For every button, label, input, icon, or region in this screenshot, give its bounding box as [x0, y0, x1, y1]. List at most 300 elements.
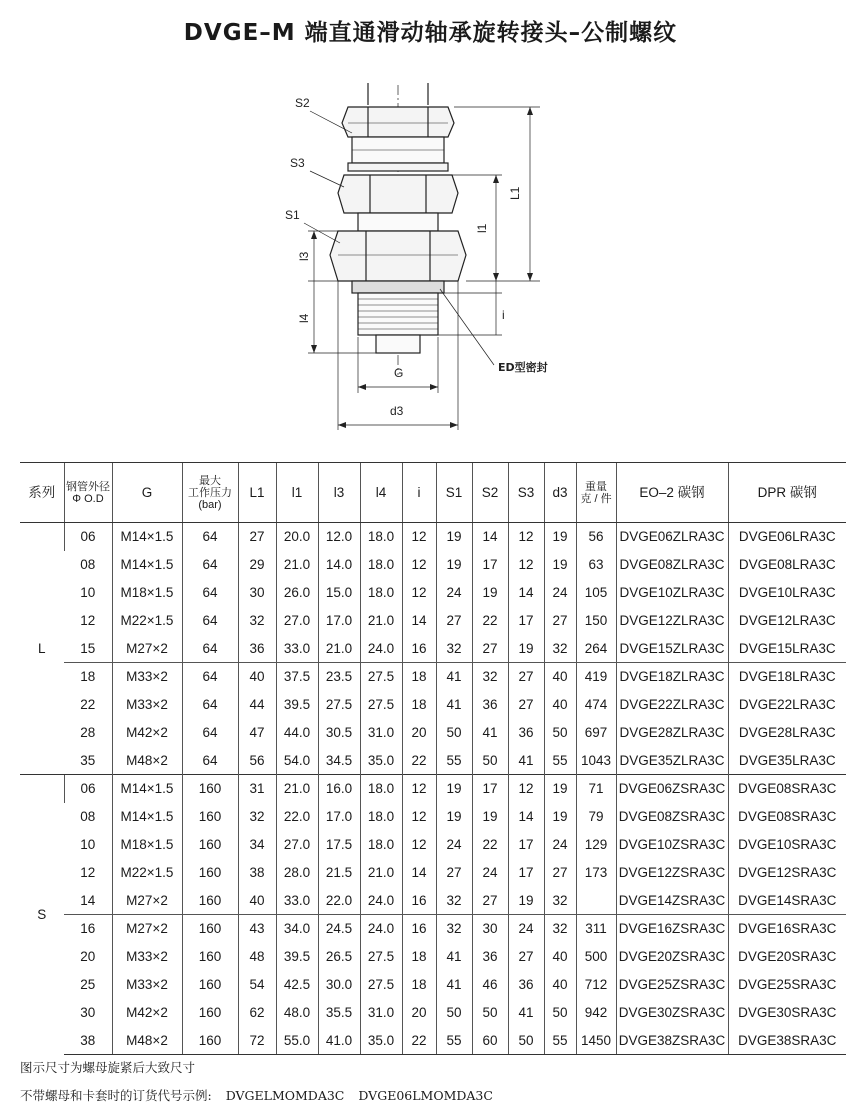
table-cell: 50 — [472, 747, 508, 775]
header-l3: l3 — [318, 463, 360, 523]
table-cell: 27.5 — [318, 691, 360, 719]
table-cell: M33×2 — [112, 663, 182, 691]
table-cell: 10 — [80, 585, 96, 600]
table-cell: 48.0 — [276, 999, 318, 1027]
table-cell: 64 — [182, 747, 238, 775]
table-cell: M27×2 — [112, 887, 182, 915]
table-cell: 24 — [508, 915, 544, 943]
table-cell: 27.5 — [360, 691, 402, 719]
table-cell: 18.0 — [360, 803, 402, 831]
table-cell: 72 — [238, 1027, 276, 1055]
label-s3: S3 — [290, 156, 305, 170]
table-cell: 28 — [80, 725, 96, 740]
table-cell: 55 — [436, 747, 472, 775]
table-cell: 21.0 — [276, 551, 318, 579]
table-cell: 22 — [402, 1027, 436, 1055]
table-cell: 160 — [182, 971, 238, 999]
table-cell: 50 — [436, 999, 472, 1027]
table-cell: 27.5 — [360, 943, 402, 971]
table-row — [20, 635, 846, 663]
table-row — [20, 859, 846, 887]
table-cell: 35 — [80, 752, 96, 768]
table-cell: 21.0 — [360, 607, 402, 635]
table-cell: 160 — [182, 943, 238, 971]
table-cell: 24.5 — [318, 915, 360, 943]
table-cell: 105 — [576, 579, 616, 607]
table-cell: 24 — [436, 831, 472, 859]
table-row — [20, 999, 846, 1027]
table-cell: 08 — [80, 557, 96, 572]
table-cell: 37.5 — [276, 663, 318, 691]
table-cell: 24.0 — [360, 635, 402, 663]
table-cell: 34.0 — [276, 915, 318, 943]
label-s2: S2 — [295, 96, 310, 110]
table-cell: 14 — [472, 523, 508, 551]
table-cell: 17 — [472, 551, 508, 579]
table-cell: DVGE38SRA3C — [728, 1027, 846, 1055]
table-cell: M27×2 — [112, 635, 182, 663]
table-cell: 12 — [402, 551, 436, 579]
table-cell: 27 — [238, 523, 276, 551]
table-cell: M48×2 — [112, 1027, 182, 1055]
table-cell: 16 — [402, 915, 436, 943]
table-cell: DVGE30ZSRA3C — [616, 999, 728, 1027]
table-cell: 18.0 — [360, 775, 402, 803]
table-cell: 32 — [544, 887, 576, 915]
table-cell: 18 — [64, 663, 112, 691]
table-cell: 17.5 — [318, 831, 360, 859]
table-cell: 1450 — [576, 1027, 616, 1055]
table-cell: 19 — [472, 803, 508, 831]
table-cell: 129 — [576, 831, 616, 859]
table-cell: 33.0 — [276, 635, 318, 663]
table-cell: 21.0 — [360, 859, 402, 887]
table-cell: M42×2 — [112, 999, 182, 1027]
table-cell: 20 — [80, 949, 96, 964]
table-cell: 18 — [402, 971, 436, 999]
table-cell: 55 — [544, 1027, 576, 1055]
table-cell: 36 — [472, 943, 508, 971]
table-cell: 30 — [80, 1005, 96, 1020]
label-seal: ED型密封 — [498, 361, 548, 374]
header-weight: 重量 克 / 件 — [576, 463, 616, 523]
series-L-cell: L — [20, 523, 64, 775]
table-row — [20, 831, 846, 859]
table-cell: DVGE28ZLRA3C — [616, 719, 728, 747]
table-cell: 28.0 — [276, 859, 318, 887]
table-cell: 21.0 — [276, 775, 318, 803]
table-cell: 24.0 — [360, 887, 402, 915]
table-cell: 06 — [64, 523, 112, 551]
table-row — [20, 663, 846, 691]
table-cell: DVGE16ZSRA3C — [616, 915, 728, 943]
table-cell: 43 — [238, 915, 276, 943]
table-cell: 20 — [402, 719, 436, 747]
table-cell: 64 — [182, 663, 238, 691]
header-g: G — [112, 463, 182, 523]
table-row — [20, 523, 846, 551]
table-cell: 36 — [238, 635, 276, 663]
table-cell: DVGE06ZLRA3C — [616, 523, 728, 551]
table-cell: 14 — [80, 892, 96, 908]
table-cell: 160 — [182, 999, 238, 1027]
table-cell: 31.0 — [360, 719, 402, 747]
footnote-dimensions: 图示尺寸为螺母旋紧后大致尺寸 — [20, 1060, 196, 1075]
table-cell: 16.0 — [318, 775, 360, 803]
table-cell: 160 — [182, 915, 238, 943]
table-cell: 39.5 — [276, 691, 318, 719]
table-cell: 34.5 — [318, 747, 360, 775]
table-cell: DVGE35ZLRA3C — [616, 747, 728, 775]
table-cell: DVGE12LRA3C — [728, 607, 846, 635]
table-cell: 12 — [508, 551, 544, 579]
table-cell: DVGE18LRA3C — [728, 663, 846, 691]
table-cell: 41 — [508, 999, 544, 1027]
table-cell: 942 — [576, 999, 616, 1027]
header-S3: S3 — [508, 463, 544, 523]
table-cell: 17 — [508, 607, 544, 635]
table-cell: DVGE16SRA3C — [728, 915, 846, 943]
table-cell: 12.0 — [318, 523, 360, 551]
table-cell: M22×1.5 — [112, 859, 182, 887]
table-cell: DVGE35LRA3C — [728, 747, 846, 775]
table-cell: 48 — [238, 943, 276, 971]
table-cell: DVGE20ZSRA3C — [616, 943, 728, 971]
table-cell: 32 — [544, 635, 576, 663]
table-cell: DVGE15LRA3C — [728, 635, 846, 663]
table-cell: 173 — [576, 859, 616, 887]
table-cell: 18 — [402, 943, 436, 971]
table-cell: 54.0 — [276, 747, 318, 775]
table-cell: 27 — [544, 859, 576, 887]
table-cell: 31.0 — [360, 999, 402, 1027]
table-cell: 41 — [508, 747, 544, 775]
table-cell: 10 — [80, 837, 96, 852]
table-cell: 64 — [182, 523, 238, 551]
table-cell: DVGE06ZSRA3C — [616, 775, 728, 803]
table-cell: 25 — [80, 977, 96, 992]
table-cell: M33×2 — [112, 943, 182, 971]
label-l3: l3 — [297, 251, 311, 261]
spec-table — [20, 462, 846, 1055]
label-G: G — [394, 366, 404, 380]
table-cell: M33×2 — [112, 971, 182, 999]
table-cell: 27.0 — [276, 607, 318, 635]
table-cell: 19 — [436, 551, 472, 579]
table-cell: DVGE28LRA3C — [728, 719, 846, 747]
table-cell: 30.0 — [318, 971, 360, 999]
table-row — [20, 943, 846, 971]
table-cell: 150 — [576, 607, 616, 635]
table-row — [20, 887, 846, 915]
table-cell: 160 — [182, 887, 238, 915]
table-cell: 20.0 — [276, 523, 318, 551]
header-pressure: 最大 工作压力 (bar) — [182, 463, 238, 523]
table-cell: 15.0 — [318, 579, 360, 607]
table-cell: 19 — [544, 803, 576, 831]
table-cell: 18.0 — [360, 579, 402, 607]
table-cell: 36 — [472, 691, 508, 719]
table-cell: 38 — [64, 1027, 112, 1055]
table-cell: DVGE12SRA3C — [728, 859, 846, 887]
table-cell: 71 — [576, 775, 616, 803]
table-cell: 24 — [472, 859, 508, 887]
table-cell: 20 — [402, 999, 436, 1027]
table-cell: 50 — [508, 1027, 544, 1055]
table-cell: 27 — [472, 635, 508, 663]
table-cell: 32 — [436, 887, 472, 915]
table-cell: 160 — [182, 1027, 238, 1055]
table-cell: 64 — [182, 579, 238, 607]
label-i: i — [502, 308, 505, 322]
table-cell: 50 — [472, 999, 508, 1027]
table-cell: 1043 — [576, 747, 616, 775]
table-row — [20, 551, 846, 579]
table-cell: 32 — [436, 915, 472, 943]
table-cell: 27 — [544, 607, 576, 635]
table-cell: 12 — [80, 865, 96, 880]
header-l1: l1 — [276, 463, 318, 523]
table-cell: 32 — [436, 635, 472, 663]
table-cell: 24 — [544, 579, 576, 607]
table-cell: 35.0 — [360, 1027, 402, 1055]
table-cell: 26.5 — [318, 943, 360, 971]
table-cell: 40 — [238, 663, 276, 691]
table-cell: DVGE10ZSRA3C — [616, 831, 728, 859]
table-cell: DVGE30SRA3C — [728, 999, 846, 1027]
series-S-cell: S — [20, 775, 64, 1055]
table-cell: 64 — [182, 551, 238, 579]
table-cell: 18.0 — [360, 551, 402, 579]
table-cell: 697 — [576, 719, 616, 747]
table-cell: M27×2 — [112, 915, 182, 943]
table-cell: DVGE25ZSRA3C — [616, 971, 728, 999]
table-cell: 22 — [80, 697, 96, 712]
table-cell — [576, 887, 616, 915]
table-cell: 40 — [544, 691, 576, 719]
label-l4: l4 — [297, 313, 311, 323]
table-cell: DVGE10ZLRA3C — [616, 579, 728, 607]
table-cell: DVGE38ZSRA3C — [616, 1027, 728, 1055]
table-cell: 50 — [436, 719, 472, 747]
table-cell: M18×1.5 — [112, 831, 182, 859]
table-cell: 12 — [80, 613, 96, 628]
header-L1: L1 — [238, 463, 276, 523]
table-cell: 24 — [436, 579, 472, 607]
table-cell: 40 — [544, 971, 576, 999]
table-cell: 34 — [238, 831, 276, 859]
table-cell: 22 — [472, 607, 508, 635]
table-cell: 18 — [402, 691, 436, 719]
table-cell: 16 — [402, 887, 436, 915]
label-s1: S1 — [285, 208, 300, 222]
table-cell: 35.5 — [318, 999, 360, 1027]
table-cell: 32 — [238, 803, 276, 831]
fitting-drawing — [240, 75, 620, 440]
table-cell: 64 — [182, 607, 238, 635]
table-header-row — [20, 463, 846, 523]
table-cell: 27 — [508, 691, 544, 719]
table-cell: 160 — [182, 803, 238, 831]
table-cell: DVGE22LRA3C — [728, 691, 846, 719]
table-cell: 16 — [64, 915, 112, 943]
table-cell: 31 — [238, 775, 276, 803]
table-row — [20, 607, 846, 635]
table-cell: DVGE20SRA3C — [728, 943, 846, 971]
table-row — [20, 747, 846, 775]
table-cell: 55 — [436, 1027, 472, 1055]
header-S1: S1 — [436, 463, 472, 523]
table-cell: 500 — [576, 943, 616, 971]
table-cell: 12 — [402, 523, 436, 551]
table-cell: 29 — [238, 551, 276, 579]
table-cell: M14×1.5 — [112, 775, 182, 803]
table-cell: DVGE08SRA3C — [728, 775, 846, 803]
table-cell: 32 — [238, 607, 276, 635]
table-cell: 50 — [544, 999, 576, 1027]
table-row — [20, 915, 846, 943]
table-cell: 474 — [576, 691, 616, 719]
header-d3: d3 — [544, 463, 576, 523]
table-cell: 06 — [64, 775, 112, 803]
table-cell: 33.0 — [276, 887, 318, 915]
table-cell: 64 — [182, 691, 238, 719]
table-cell: DVGE22ZLRA3C — [616, 691, 728, 719]
table-cell: 38 — [238, 859, 276, 887]
table-cell: 15 — [80, 640, 96, 656]
table-cell: 21.0 — [318, 635, 360, 663]
table-cell: 18.0 — [360, 523, 402, 551]
table-cell: M42×2 — [112, 719, 182, 747]
table-cell: M48×2 — [112, 747, 182, 775]
table-cell: 62 — [238, 999, 276, 1027]
table-cell: M14×1.5 — [112, 523, 182, 551]
table-cell: DVGE15ZLRA3C — [616, 635, 728, 663]
table-cell: 41 — [436, 691, 472, 719]
page-title: DVGE–M 端直通滑动轴承旋转接头–公制螺纹 — [183, 20, 678, 46]
table-cell: M14×1.5 — [112, 803, 182, 831]
table-cell: 14 — [508, 579, 544, 607]
table-cell: 32 — [472, 663, 508, 691]
table-cell: 41 — [472, 719, 508, 747]
table-cell: 17.0 — [318, 803, 360, 831]
table-cell: DVGE10LRA3C — [728, 579, 846, 607]
table-cell: 56 — [238, 747, 276, 775]
table-row — [20, 1027, 846, 1055]
table-cell: 17.0 — [318, 607, 360, 635]
table-cell: 19 — [472, 579, 508, 607]
table-cell: DVGE08SRA3C — [728, 803, 846, 831]
table-cell: DVGE08LRA3C — [728, 551, 846, 579]
table-cell: 27.5 — [360, 971, 402, 999]
table-cell: 27.0 — [276, 831, 318, 859]
table-cell: DVGE14ZSRA3C — [616, 887, 728, 915]
table-cell: 264 — [576, 635, 616, 663]
table-cell: 44.0 — [276, 719, 318, 747]
table-cell: 40 — [544, 943, 576, 971]
table-cell: DVGE25SRA3C — [728, 971, 846, 999]
table-cell: 24.0 — [360, 915, 402, 943]
table-cell: 14 — [402, 607, 436, 635]
spec-table-body — [20, 523, 846, 1055]
table-cell: 12 — [402, 803, 436, 831]
table-cell: 419 — [576, 663, 616, 691]
table-cell: 08 — [80, 809, 96, 824]
table-cell: 36 — [508, 719, 544, 747]
table-cell: 46 — [472, 971, 508, 999]
table-cell: 44 — [238, 691, 276, 719]
table-cell: 19 — [544, 551, 576, 579]
table-cell: 19 — [508, 887, 544, 915]
table-cell: 160 — [182, 775, 238, 803]
table-cell: DVGE12ZLRA3C — [616, 607, 728, 635]
table-cell: M14×1.5 — [112, 551, 182, 579]
table-cell: 64 — [182, 635, 238, 663]
table-row — [20, 971, 846, 999]
table-cell: 17 — [508, 831, 544, 859]
table-cell: 27 — [436, 607, 472, 635]
label-d3: d3 — [390, 404, 404, 418]
table-cell: 27 — [436, 859, 472, 887]
table-cell: 22 — [402, 747, 436, 775]
table-row — [20, 691, 846, 719]
table-cell: 22.0 — [318, 887, 360, 915]
table-cell: 26.0 — [276, 579, 318, 607]
table-cell: 19 — [436, 803, 472, 831]
header-eo2: EO–2 碳钢 — [616, 463, 728, 523]
table-cell: DVGE08ZSRA3C — [616, 803, 728, 831]
footnote-order-example: 不带螺母和卡套时的订货代号示例: DVGELMOMDA3C DVGE06LMOMDA3C — [20, 1088, 493, 1103]
table-cell: 21.5 — [318, 859, 360, 887]
table-cell: 17 — [508, 859, 544, 887]
table-cell: 23.5 — [318, 663, 360, 691]
table-cell: 19 — [436, 523, 472, 551]
table-cell: 64 — [182, 719, 238, 747]
table-cell: DVGE10SRA3C — [728, 831, 846, 859]
table-cell: 18.0 — [360, 831, 402, 859]
header-series: 系列 — [20, 463, 64, 523]
table-row — [20, 803, 846, 831]
table-cell: 40 — [238, 887, 276, 915]
table-cell: 24 — [544, 831, 576, 859]
table-row — [20, 579, 846, 607]
table-cell: DVGE08ZLRA3C — [616, 551, 728, 579]
table-cell: 19 — [544, 775, 576, 803]
header-i: i — [402, 463, 436, 523]
table-cell: DVGE14SRA3C — [728, 887, 846, 915]
table-cell: 14.0 — [318, 551, 360, 579]
table-cell: 12 — [402, 775, 436, 803]
table-cell: 63 — [576, 551, 616, 579]
table-cell: DVGE06LRA3C — [728, 523, 846, 551]
table-cell: 18 — [402, 663, 436, 691]
table-cell: DVGE18ZLRA3C — [616, 663, 728, 691]
table-cell: 79 — [576, 803, 616, 831]
table-cell: 30 — [238, 579, 276, 607]
table-cell: 22 — [472, 831, 508, 859]
table-cell: 19 — [508, 635, 544, 663]
table-cell: 60 — [472, 1027, 508, 1055]
table-cell: 42.5 — [276, 971, 318, 999]
table-cell: 41.0 — [318, 1027, 360, 1055]
table-cell: 19 — [544, 523, 576, 551]
table-cell: 35.0 — [360, 747, 402, 775]
table-cell: 36 — [508, 971, 544, 999]
table-cell: 56 — [576, 523, 616, 551]
table-cell: 12 — [402, 579, 436, 607]
table-cell: 16 — [402, 635, 436, 663]
table-cell: 17 — [472, 775, 508, 803]
